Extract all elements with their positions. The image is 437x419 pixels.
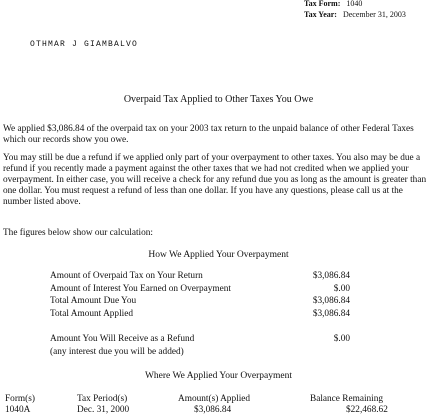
tax-year-label: Tax Year: (304, 10, 337, 19)
table-header-form: Form(s) (5, 394, 35, 404)
calc-row-label: Total Amount Applied (50, 309, 134, 319)
paragraph-figures-intro: The figures below show our calculation: (3, 228, 153, 238)
calc-row-value: $3,086.84 (312, 296, 350, 306)
table-cell-balance: $22,468.62 (346, 405, 388, 415)
table-cell-period: Dec. 31, 2000 (77, 405, 130, 415)
tax-form-line (304, 0, 362, 9)
calc-row-label: Amount of Interest You Earned on Overpayment (50, 284, 231, 294)
paragraph-refund-info: You may still be due a refund if we applied only part of your overpayment to other taxes. You also may be due a refund if you recently made a payment against the other taxes that we had not credited when we applied your overpayment. In either case, you will receive a check for any refund due you as long as the amount is greater than one dollar. You must request a refund of less than one dollar. If you have any questions, please call us at the number listed above. (3, 153, 427, 207)
calc-row-label: Amount of Overpaid Tax on Your Return (50, 271, 203, 281)
calc-row-value: $3,086.84 (312, 309, 350, 319)
tax-year-line (304, 9, 406, 20)
calc-row-value: $.00 (333, 284, 350, 294)
calc-row-value: $3,086.84 (312, 271, 350, 281)
applied-title: Where We Applied Your Overpayment (144, 371, 293, 381)
paragraph-applied: We applied $3,086.84 of the overpaid tax on your 2003 tax return to the unpaid balance of other Federal Taxes which our records show you owe. (3, 124, 414, 145)
refund-value: $.00 (333, 334, 350, 344)
refund-label: Amount You Will Receive as a Refund (50, 334, 195, 344)
refund-note: (any interest due you will be added) (50, 347, 184, 357)
tax-year-value: December 31, 2003 (342, 10, 406, 19)
tax-form-value: 1040 (346, 0, 363, 8)
calc-row-label: Total Amount Due You (50, 296, 137, 306)
table-header-amount: Amount(s) Applied (178, 394, 251, 404)
table-header-period: Tax Period(s) (77, 394, 128, 404)
tax-form-label: Tax Form: (304, 0, 341, 8)
notice-title: Overpaid Tax Applied to Other Taxes You Owe (123, 94, 314, 105)
table-cell-amount: $3,086.84 (194, 405, 232, 415)
table-header-balance: Balance Remaining (310, 394, 384, 404)
calculation-title: How We Applied Your Overpayment (148, 250, 289, 260)
table-cell-form: 1040A (5, 405, 31, 415)
addressee-name: OTHMAR J GIAMBALVO (30, 40, 139, 49)
